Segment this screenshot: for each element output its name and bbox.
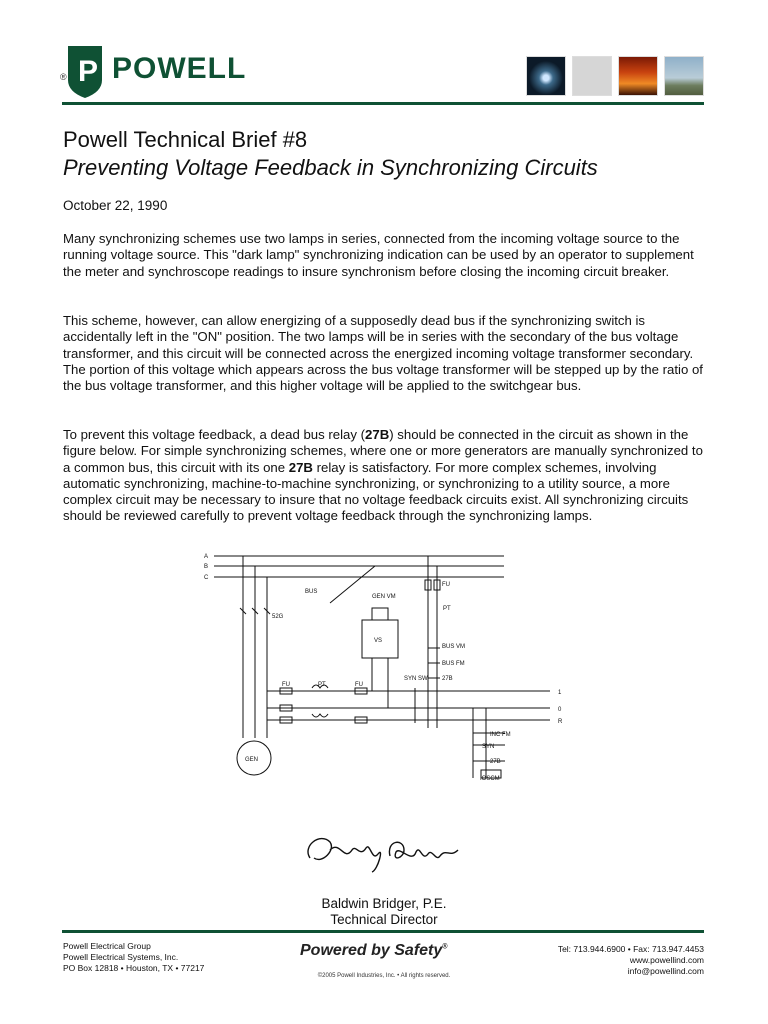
svg-text:VS: VS xyxy=(374,638,383,644)
paragraph-3: To prevent this voltage feedback, a dead bus relay (27B) should be connected in the circuit as shown in the figure below. For simple synchronizing schemes, where one or more generators are manually synchronized to a common bus, this circuit with its one 27B relay is satisfactory. For more complex schemes, involving automatic synchronizing, machine-to-machine synchronizing, or synchronizing to a utility source, a more complex circuit may be necessary to insure that no voltage feedback circuits exist. All synchronizing circuits should be reviewed carefully to prevent voltage feedback through the synchronizing lamps. xyxy=(63,427,703,524)
svg-text:SYN: SYN xyxy=(482,744,495,750)
brand-name: POWELL xyxy=(112,52,247,85)
svg-text:INC FM: INC FM xyxy=(490,732,511,738)
thumbnail-light-beam xyxy=(526,56,566,96)
svg-text:GEN: GEN xyxy=(245,757,259,763)
svg-text:1: 1 xyxy=(558,690,562,696)
svg-text:FU: FU xyxy=(355,682,363,688)
svg-text:SYN SW: SYN SW xyxy=(404,676,428,682)
svg-text:C: C xyxy=(204,575,209,581)
footer-address: Powell Electrical Group Powell Electrical Systems, Inc. PO Box 12818 • Houston, TX • 77217 xyxy=(63,941,205,973)
footer-contact: Tel: 713.944.6900 • Fax: 713.947.4453 www.powellind.com info@powellind.com xyxy=(557,944,704,976)
svg-text:PT: PT xyxy=(443,606,451,612)
svg-text:P: P xyxy=(78,55,99,88)
relay-27b-ref: 27B xyxy=(288,459,313,475)
handwritten-signature xyxy=(300,828,470,876)
svg-text:GEN VM: GEN VM xyxy=(372,594,396,600)
svg-text:27B: 27B xyxy=(442,676,453,682)
svg-text:FU: FU xyxy=(442,582,450,588)
relay-27b-ref: 27B xyxy=(365,427,390,442)
svg-text:BUS FM: BUS FM xyxy=(442,661,465,667)
website-link: www.powellind.com xyxy=(629,955,704,965)
powell-shield-icon xyxy=(60,44,120,100)
paragraph-1: Many synchronizing schemes use two lamps in series, connected from the incoming voltage source to the running voltage source. This "dark lamp" synchronizing indication can be used by an operator to supplement the meter and synchroscope readings to insure synchronism before closing the incoming circuit breaker. xyxy=(63,231,694,279)
registered-mark: ® xyxy=(60,72,67,82)
header-divider xyxy=(62,102,704,105)
thumbnail-gray xyxy=(572,56,612,96)
thumbnail-fire xyxy=(618,56,658,96)
synchronizing-circuit-diagram xyxy=(200,548,570,788)
svg-text:R: R xyxy=(558,719,563,725)
svg-text:52G: 52G xyxy=(272,614,284,620)
svg-text:27B: 27B xyxy=(490,759,501,765)
header-thumbnails xyxy=(526,56,704,96)
svg-text:PT: PT xyxy=(318,682,326,688)
footer-divider xyxy=(62,930,704,933)
page-subtitle: Preventing Voltage Feedback in Synchronizing Circuits xyxy=(63,155,598,180)
thumbnail-sky xyxy=(664,56,704,96)
svg-text:B: B xyxy=(204,564,209,570)
svg-text:BUS VM: BUS VM xyxy=(442,644,466,650)
document-date: October 22, 1990 xyxy=(63,198,168,213)
svg-text:A: A xyxy=(204,554,209,560)
email-link: info@powellind.com xyxy=(627,966,704,976)
signer-name: Baldwin Bridger, P.E. xyxy=(321,896,447,911)
footer-tagline: Powered by Safety® xyxy=(300,942,448,959)
signer-title: Technical Director xyxy=(330,912,438,927)
paragraph-2: This scheme, however, can allow energizing of a supposedly dead bus if the synchronizing switch is accidentally left in the "ON" position. The two lamps will be in series with the secondary of the bus voltage transformer, and this circuit will be connected across the energized incoming voltage transformer secondary. The portion of this voltage which appears across the bus voltage transformer will be stepped up by the ratio of the bus voltage transformer, and this higher voltage will be applied to the switchgear bus. xyxy=(63,313,703,394)
svg-text:FU: FU xyxy=(282,682,290,688)
footer-copyright: ©2005 Powell Industries, Inc. • All rights reserved. xyxy=(317,973,451,979)
svg-text:BUS: BUS xyxy=(305,589,318,595)
page-title: Powell Technical Brief #8 xyxy=(63,127,308,152)
svg-text:IOSCM: IOSCM xyxy=(480,776,500,782)
svg-text:0: 0 xyxy=(558,707,562,713)
